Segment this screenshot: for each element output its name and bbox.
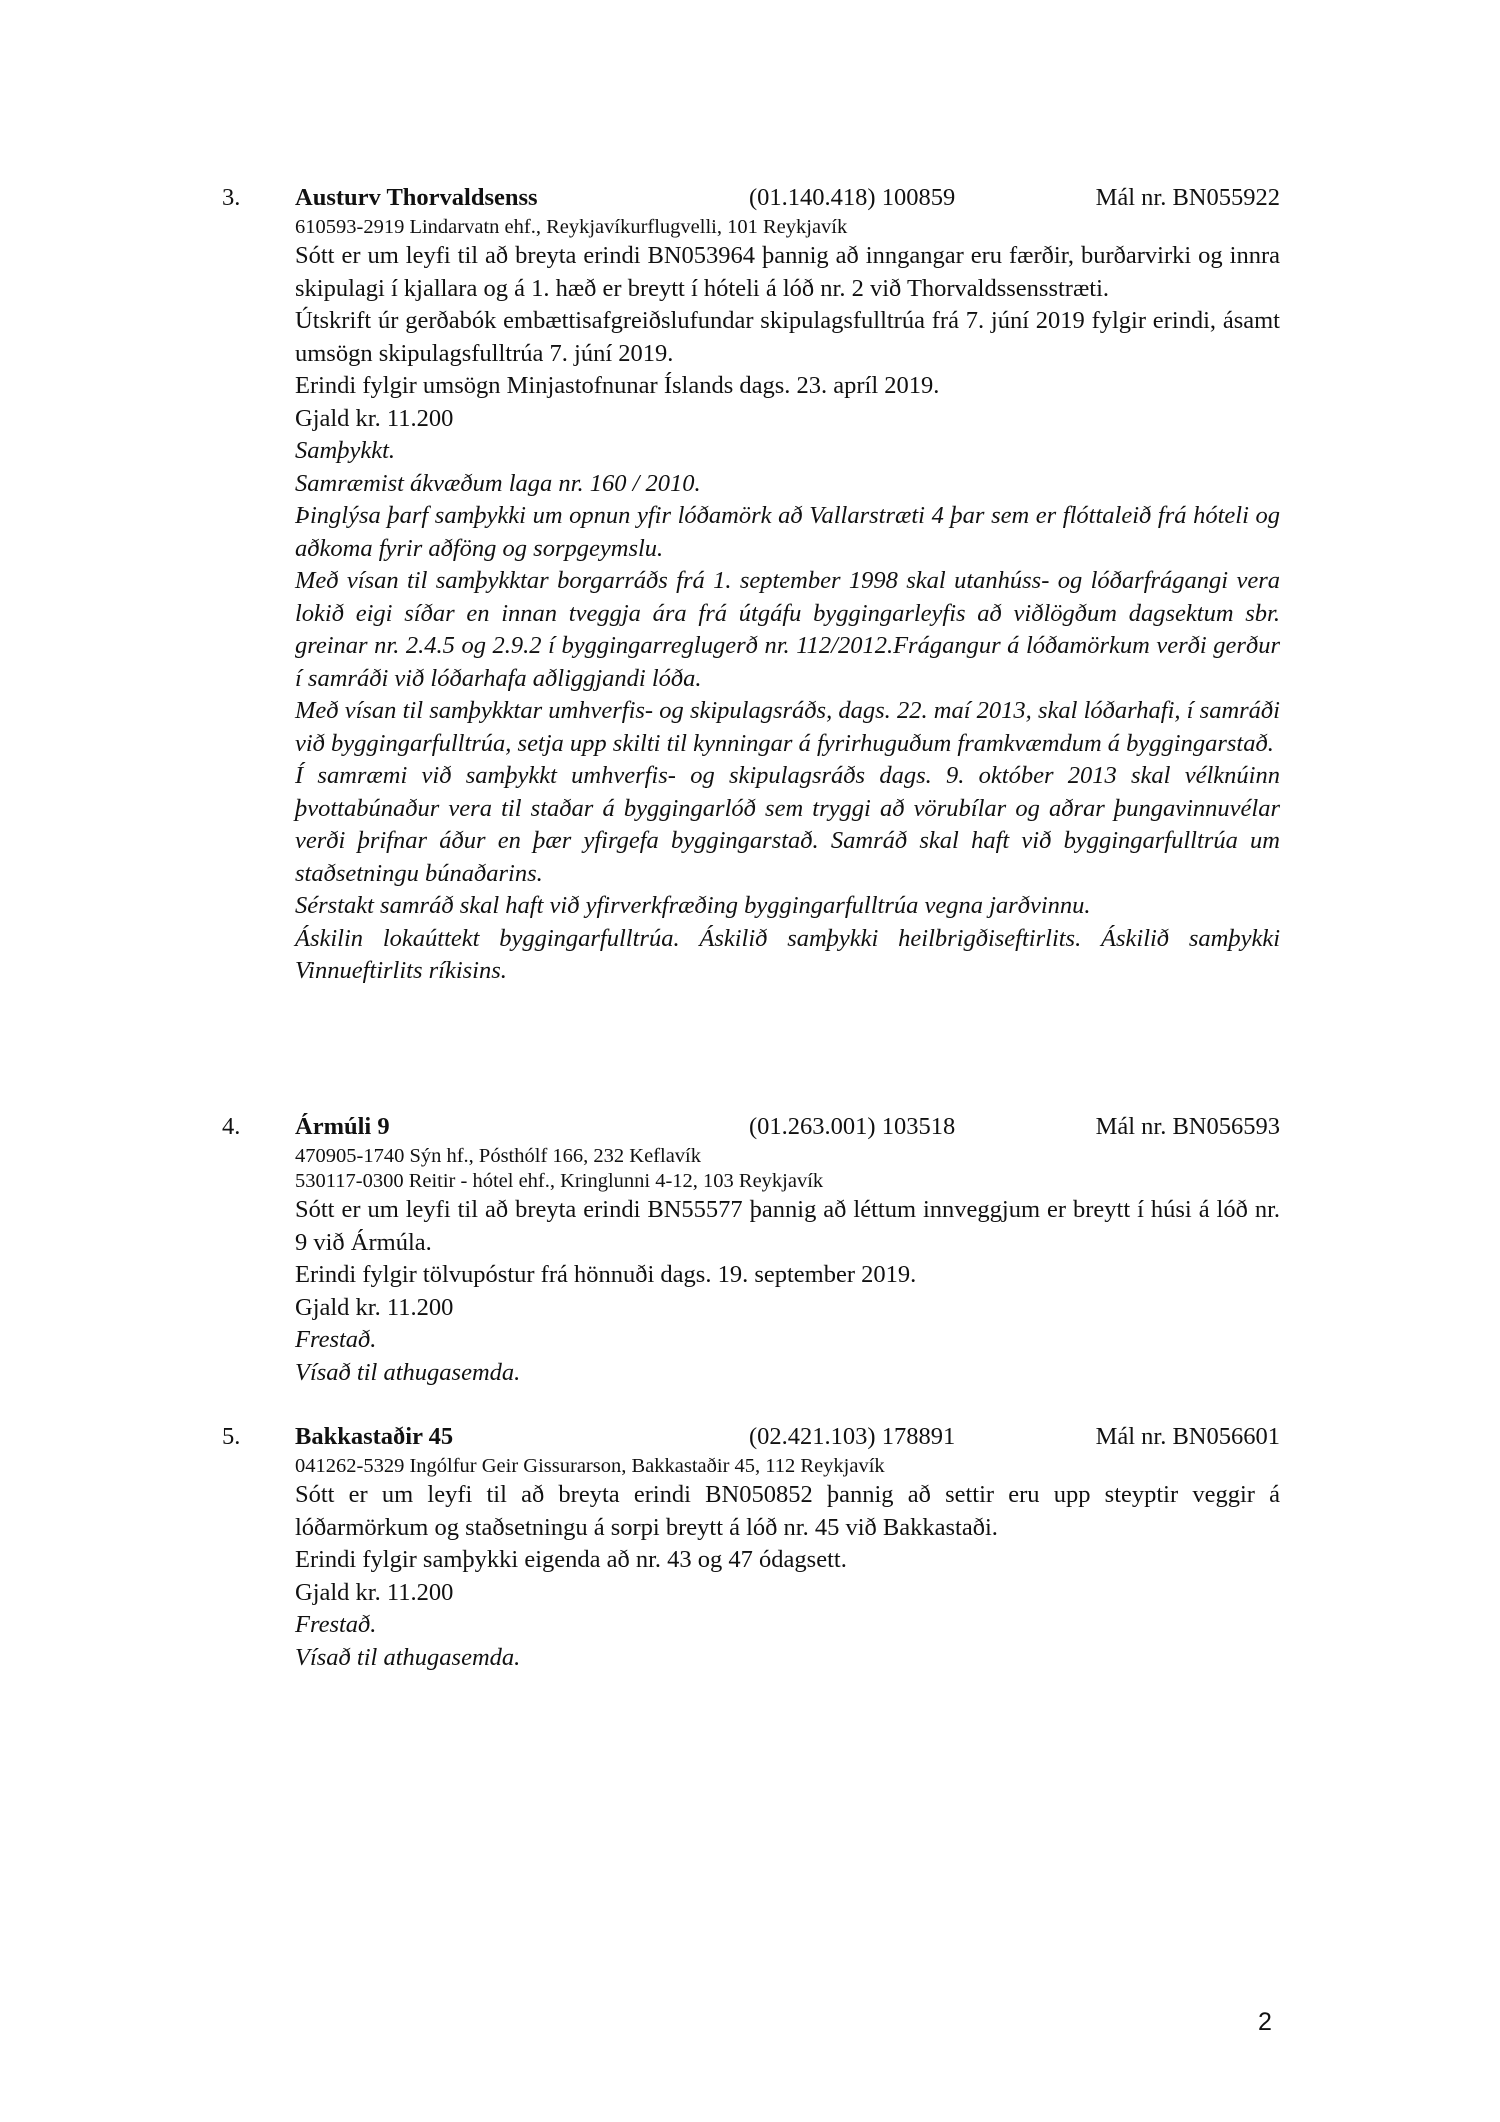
attachment-paragraph: Útskrift úr gerðabók embættisafgreiðslufundar skipulagsfulltrúa frá 7. júní 2019 fylgir erindi, ásamt umsögn skipulagsfulltrúa 7. júní 2019. [295, 307, 1280, 367]
fee-line: Gjald kr. 11.200 [295, 1293, 454, 1321]
case-number: Mál nr. BN056593 [1095, 1113, 1280, 1140]
decision-line: Samræmist ákvæðum laga nr. 160 / 2010. [295, 469, 701, 497]
decision-line: Samþykkt. [295, 437, 395, 464]
applicant: 470905-1740 Sýn hf., Pósthólf 166, 232 Keflavík [295, 1145, 701, 1167]
item-title: Bakkastaðir 45 [295, 1423, 454, 1450]
decision-line: Með vísan til samþykktar borgarráðs frá 1. september 1998 skal utanhúss- og lóðarfrágangi vera lokið eigi síðar en innan tveggja ára frá útgáfu byggingarleyfis að viðlögðum dagsektum sbr. greinar nr. 2.4.5 og 2.9.2 í byggingarreglugerð nr. 112/2012.Frágangur á lóðamörkum verði gerður í samráði við lóðarhafa aðliggjandi lóða. [295, 567, 1280, 692]
decision-line: Þinglýsa þarf samþykki um opnun yfir lóðamörk að Vallarstræti 4 þar sem er flóttaleið frá hóteli og aðkoma fyrir aðföng og sorpgeymslu. [295, 502, 1280, 562]
decision-line: Sérstakt samráð skal haft við yfirverkfræðing byggingarfulltrúa vegna jarðvinnu. [295, 892, 1091, 919]
decision-line: Með vísan til samþykktar umhverfis- og skipulagsráðs, dags. 22. maí 2013, skal lóðarhafi, í samráði við byggingarfulltrúa, setja upp skilti til kynningar á fyrirhuguðum framkvæmdum á byggingarstað. [295, 697, 1280, 757]
property-code: (01.140.418) 100859 [749, 184, 956, 211]
page-number: 2 [1258, 2008, 1272, 2036]
case-number: Mál nr. BN055922 [1095, 184, 1280, 211]
property-code: (01.263.001) 103518 [749, 1113, 956, 1140]
item-number: 4. [222, 1113, 241, 1140]
applicant: 530117-0300 Reitir - hótel ehf., Kringlunni 4-12, 103 Reykjavík [295, 1170, 824, 1192]
description-paragraph: Sótt er um leyfi til að breyta erindi BN55577 þannig að léttum innveggjum er breytt í húsi á lóð nr. 9 við Ármúla. [295, 1196, 1280, 1256]
item-number: 3. [222, 184, 241, 211]
decision-line: Vísað til athugasemda. [295, 1643, 521, 1671]
description-paragraph: Sótt er um leyfi til að breyta erindi BN053964 þannig að inngangar eru færðir, burðarvirki og innra skipulagi í kjallara og á 1. hæð er breytt í hóteli á lóð nr. 2 við Thorvaldssensstræti. [295, 242, 1280, 302]
applicant: 610593-2919 Lindarvatn ehf., Reykjavíkurflugvelli, 101 Reykjavík [295, 216, 848, 238]
applicant: 041262-5329 Ingólfur Geir Gissurarson, Bakkastaðir 45, 112 Reykjavík [295, 1455, 885, 1477]
case-number: Mál nr. BN056601 [1095, 1423, 1280, 1450]
item-title: Ármúli 9 [295, 1113, 390, 1140]
item-header [222, 1420, 1280, 1454]
decision-line: Vísað til athugasemda. [295, 1358, 521, 1386]
decision-line: Frestað. [295, 1611, 377, 1638]
item-header [222, 181, 1280, 215]
attachment-paragraph: Erindi fylgir tölvupóstur frá hönnuði dags. 19. september 2019. [295, 1261, 917, 1288]
fee-line: Gjald kr. 11.200 [295, 1578, 454, 1606]
attachment-paragraph: Erindi fylgir samþykki eigenda að nr. 43 og 47 ódagsett. [295, 1546, 847, 1573]
fee-line: Gjald kr. 11.200 [295, 404, 454, 432]
agenda-item-4 [222, 1110, 1280, 1389]
property-code: (02.421.103) 178891 [749, 1423, 956, 1450]
decision-line: Frestað. [295, 1326, 377, 1353]
attachment-paragraph: Erindi fylgir umsögn Minjastofnunar Íslands dags. 23. apríl 2019. [295, 372, 940, 399]
agenda-item-5 [222, 1420, 1280, 1674]
decision-line: Í samræmi við samþykkt umhverfis- og skipulagsráðs dags. 9. október 2013 skal vélknúinn þvottabúnaður vera til staðar á byggingarlóð sem tryggi að vörubílar og aðrar þungavinnuvélar verði þrifnar áður en þær yfirgefa byggingarstað. Samráð skal haft við byggingarfulltrúa um staðsetningu búnaðarins. [295, 762, 1280, 887]
item-title: Austurv Thorvaldsenss [295, 184, 538, 211]
agenda-item-3 [222, 181, 1280, 988]
item-header [222, 1110, 1280, 1144]
item-body [295, 1454, 1280, 1674]
description-paragraph: Sótt er um leyfi til að breyta erindi BN050852 þannig að settir eru upp steyptir veggir á lóðarmörkum og staðsetningu á sorpi breytt á lóð nr. 45 við Bakkastaði. [295, 1481, 1280, 1541]
item-number: 5. [222, 1423, 241, 1450]
item-body [295, 215, 1280, 988]
decision-line: Áskilin lokaúttekt byggingarfulltrúa. Áskilið samþykki heilbrigðiseftirlits. Áskilið samþykki Vinnueftirlits ríkisins. [295, 924, 1280, 984]
item-body [295, 1144, 1280, 1389]
